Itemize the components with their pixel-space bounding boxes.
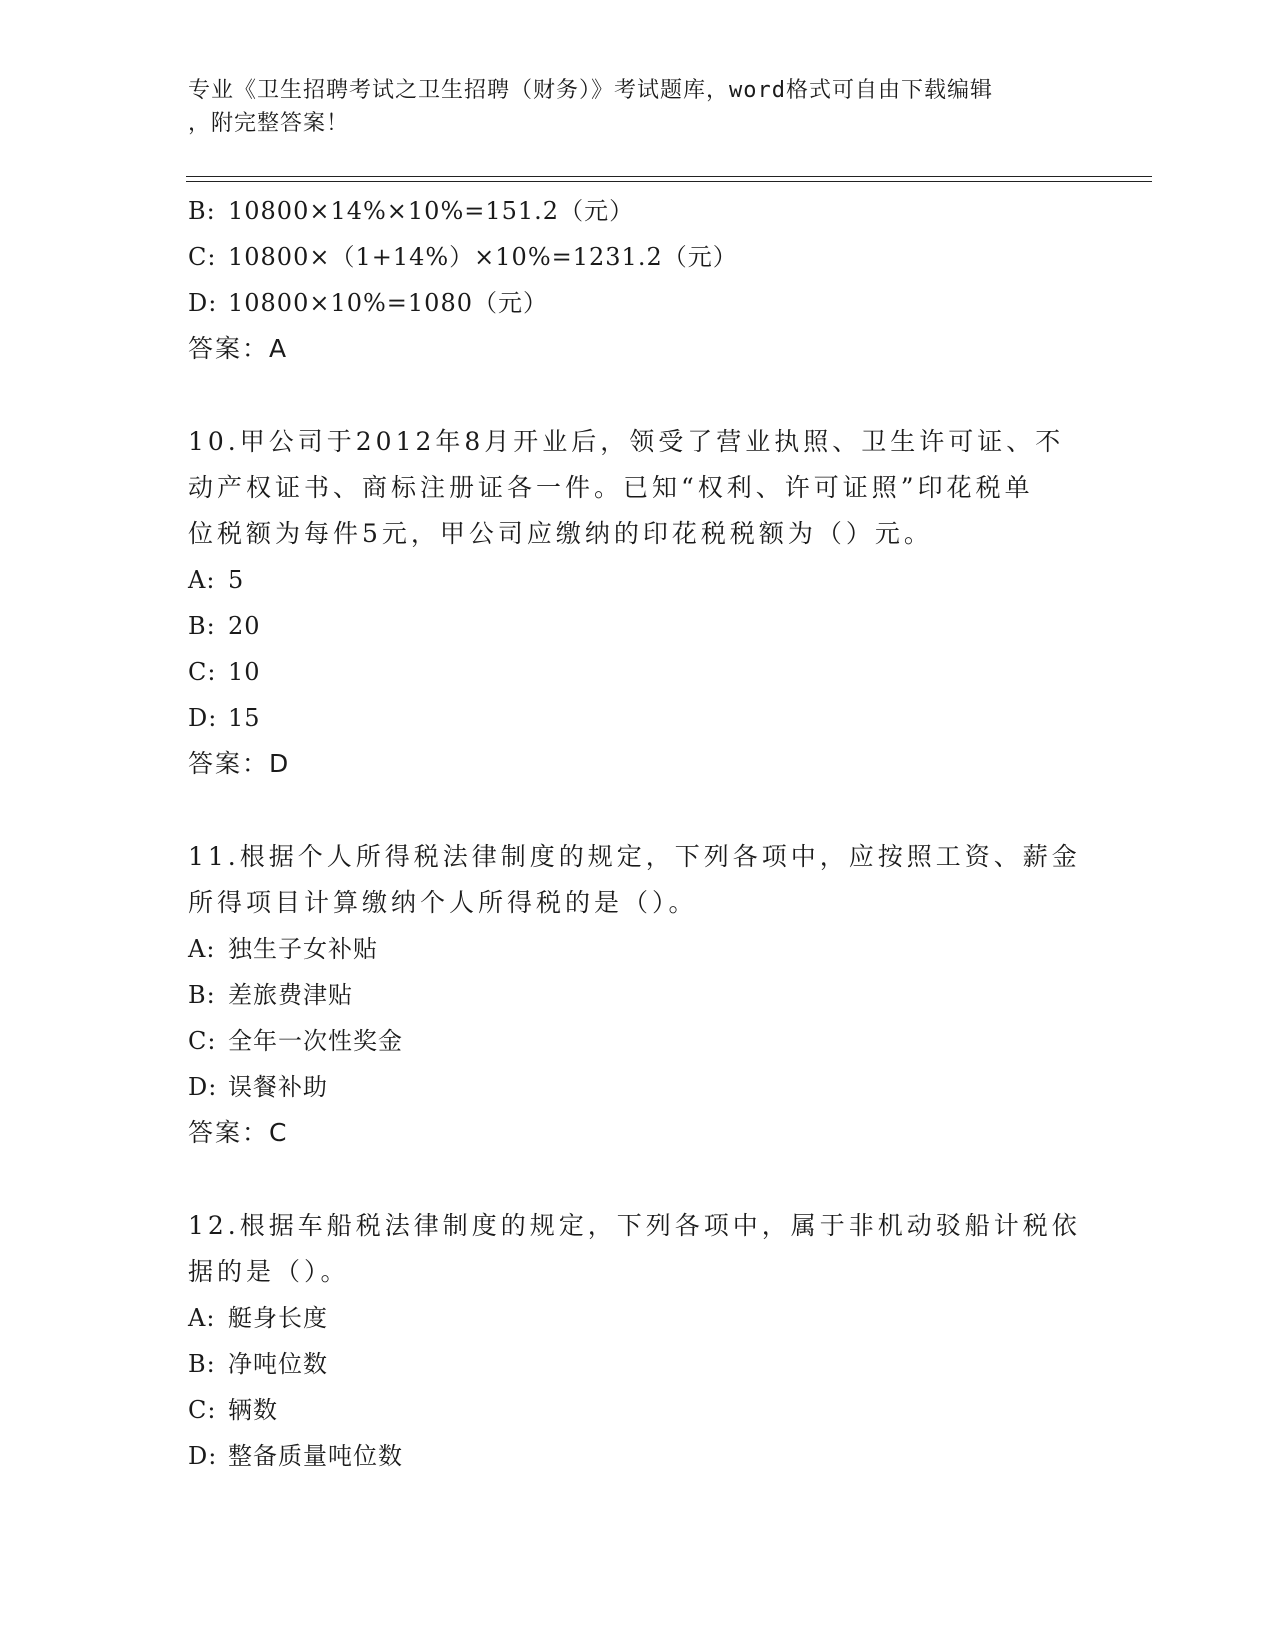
stem-line: 12.根据车船税法律制度的规定，下列各项中，属于非机动驳船计税依: [188, 1211, 1081, 1240]
option-text: 全年一次性奖金: [228, 1027, 403, 1055]
question-10: [188, 419, 1088, 787]
question-12: [188, 1203, 1088, 1479]
option-key: D:: [188, 1073, 218, 1101]
option-a: [188, 926, 1088, 972]
option-text: 5: [228, 566, 245, 594]
option-c: [188, 649, 1088, 695]
answer-line: 答案：D: [188, 749, 291, 778]
option-text: 10800×（1+14%）×10%=1231.2（元）: [228, 243, 738, 271]
answer-line: 答案：A: [188, 334, 289, 363]
question-11: [188, 834, 1088, 1156]
option-text: 艇身长度: [228, 1304, 328, 1332]
option-key: A:: [188, 1304, 216, 1332]
option-d: [188, 695, 1088, 741]
option-key: B:: [188, 612, 216, 640]
option-key: D:: [188, 289, 218, 317]
option-a: [188, 557, 1088, 603]
option-text: 20: [228, 612, 261, 640]
stem-line: 据的是（）。: [188, 1257, 350, 1286]
option-b: [188, 188, 1088, 234]
option-a: [188, 1295, 1088, 1341]
option-key: B:: [188, 981, 216, 1009]
option-text: 差旅费津贴: [228, 981, 353, 1009]
option-d: [188, 280, 1088, 326]
question-9-continued: [188, 188, 1088, 372]
option-key: C:: [188, 1027, 217, 1055]
option-b: [188, 603, 1088, 649]
option-key: D:: [188, 704, 218, 732]
stem-line: 11.根据个人所得税法律制度的规定，下列各项中，应按照工资、薪金: [188, 842, 1081, 871]
option-key: C:: [188, 243, 217, 271]
option-c: [188, 234, 1088, 280]
option-key: B:: [188, 1350, 216, 1378]
option-key: D:: [188, 1442, 218, 1470]
option-text: 独生子女补贴: [228, 935, 378, 963]
option-text: 整备质量吨位数: [228, 1442, 403, 1470]
option-text: 15: [228, 704, 261, 732]
header-line: 专业《卫生招聘考试之卫生招聘（财务）》考试题库，word格式可自由下载编辑: [188, 78, 993, 103]
option-d: [188, 1433, 1088, 1479]
question-stem: [188, 834, 1088, 926]
question-stem: [188, 419, 1088, 557]
option-text: 净吨位数: [228, 1350, 328, 1378]
stem-line: 10.甲公司于2012年8月开业后，领受了营业执照、卫生许可证、不: [188, 427, 1065, 456]
document-body: [188, 188, 1088, 1479]
option-d: [188, 1064, 1088, 1110]
option-c: [188, 1387, 1088, 1433]
option-text: 10800×14%×10%=151.2（元）: [228, 197, 635, 225]
header-divider: [186, 176, 1152, 177]
option-b: [188, 972, 1088, 1018]
option-text: 10: [228, 658, 261, 686]
question-stem: [188, 1203, 1088, 1295]
option-b: [188, 1341, 1088, 1387]
option-key: A:: [188, 935, 216, 963]
option-text: 辆数: [228, 1396, 278, 1424]
answer-line: 答案：C: [188, 1118, 289, 1147]
option-text: 误餐补助: [228, 1073, 328, 1101]
stem-line: 动产权证书、商标注册证各一件。已知“权利、许可证照”印花税单: [188, 473, 1034, 502]
document-header: [188, 74, 1088, 140]
header-divider: [186, 181, 1152, 182]
option-c: [188, 1018, 1088, 1064]
header-line: ，附完整答案！: [188, 111, 350, 136]
option-key: C:: [188, 658, 217, 686]
option-key: C:: [188, 1396, 217, 1424]
option-text: 10800×10%=1080（元）: [228, 289, 548, 317]
stem-line: 所得项目计算缴纳个人所得税的是（）。: [188, 888, 698, 917]
option-key: A:: [188, 566, 216, 594]
stem-line: 位税额为每件5元，甲公司应缴纳的印花税税额为（）元。: [188, 519, 933, 548]
option-key: B:: [188, 197, 216, 225]
